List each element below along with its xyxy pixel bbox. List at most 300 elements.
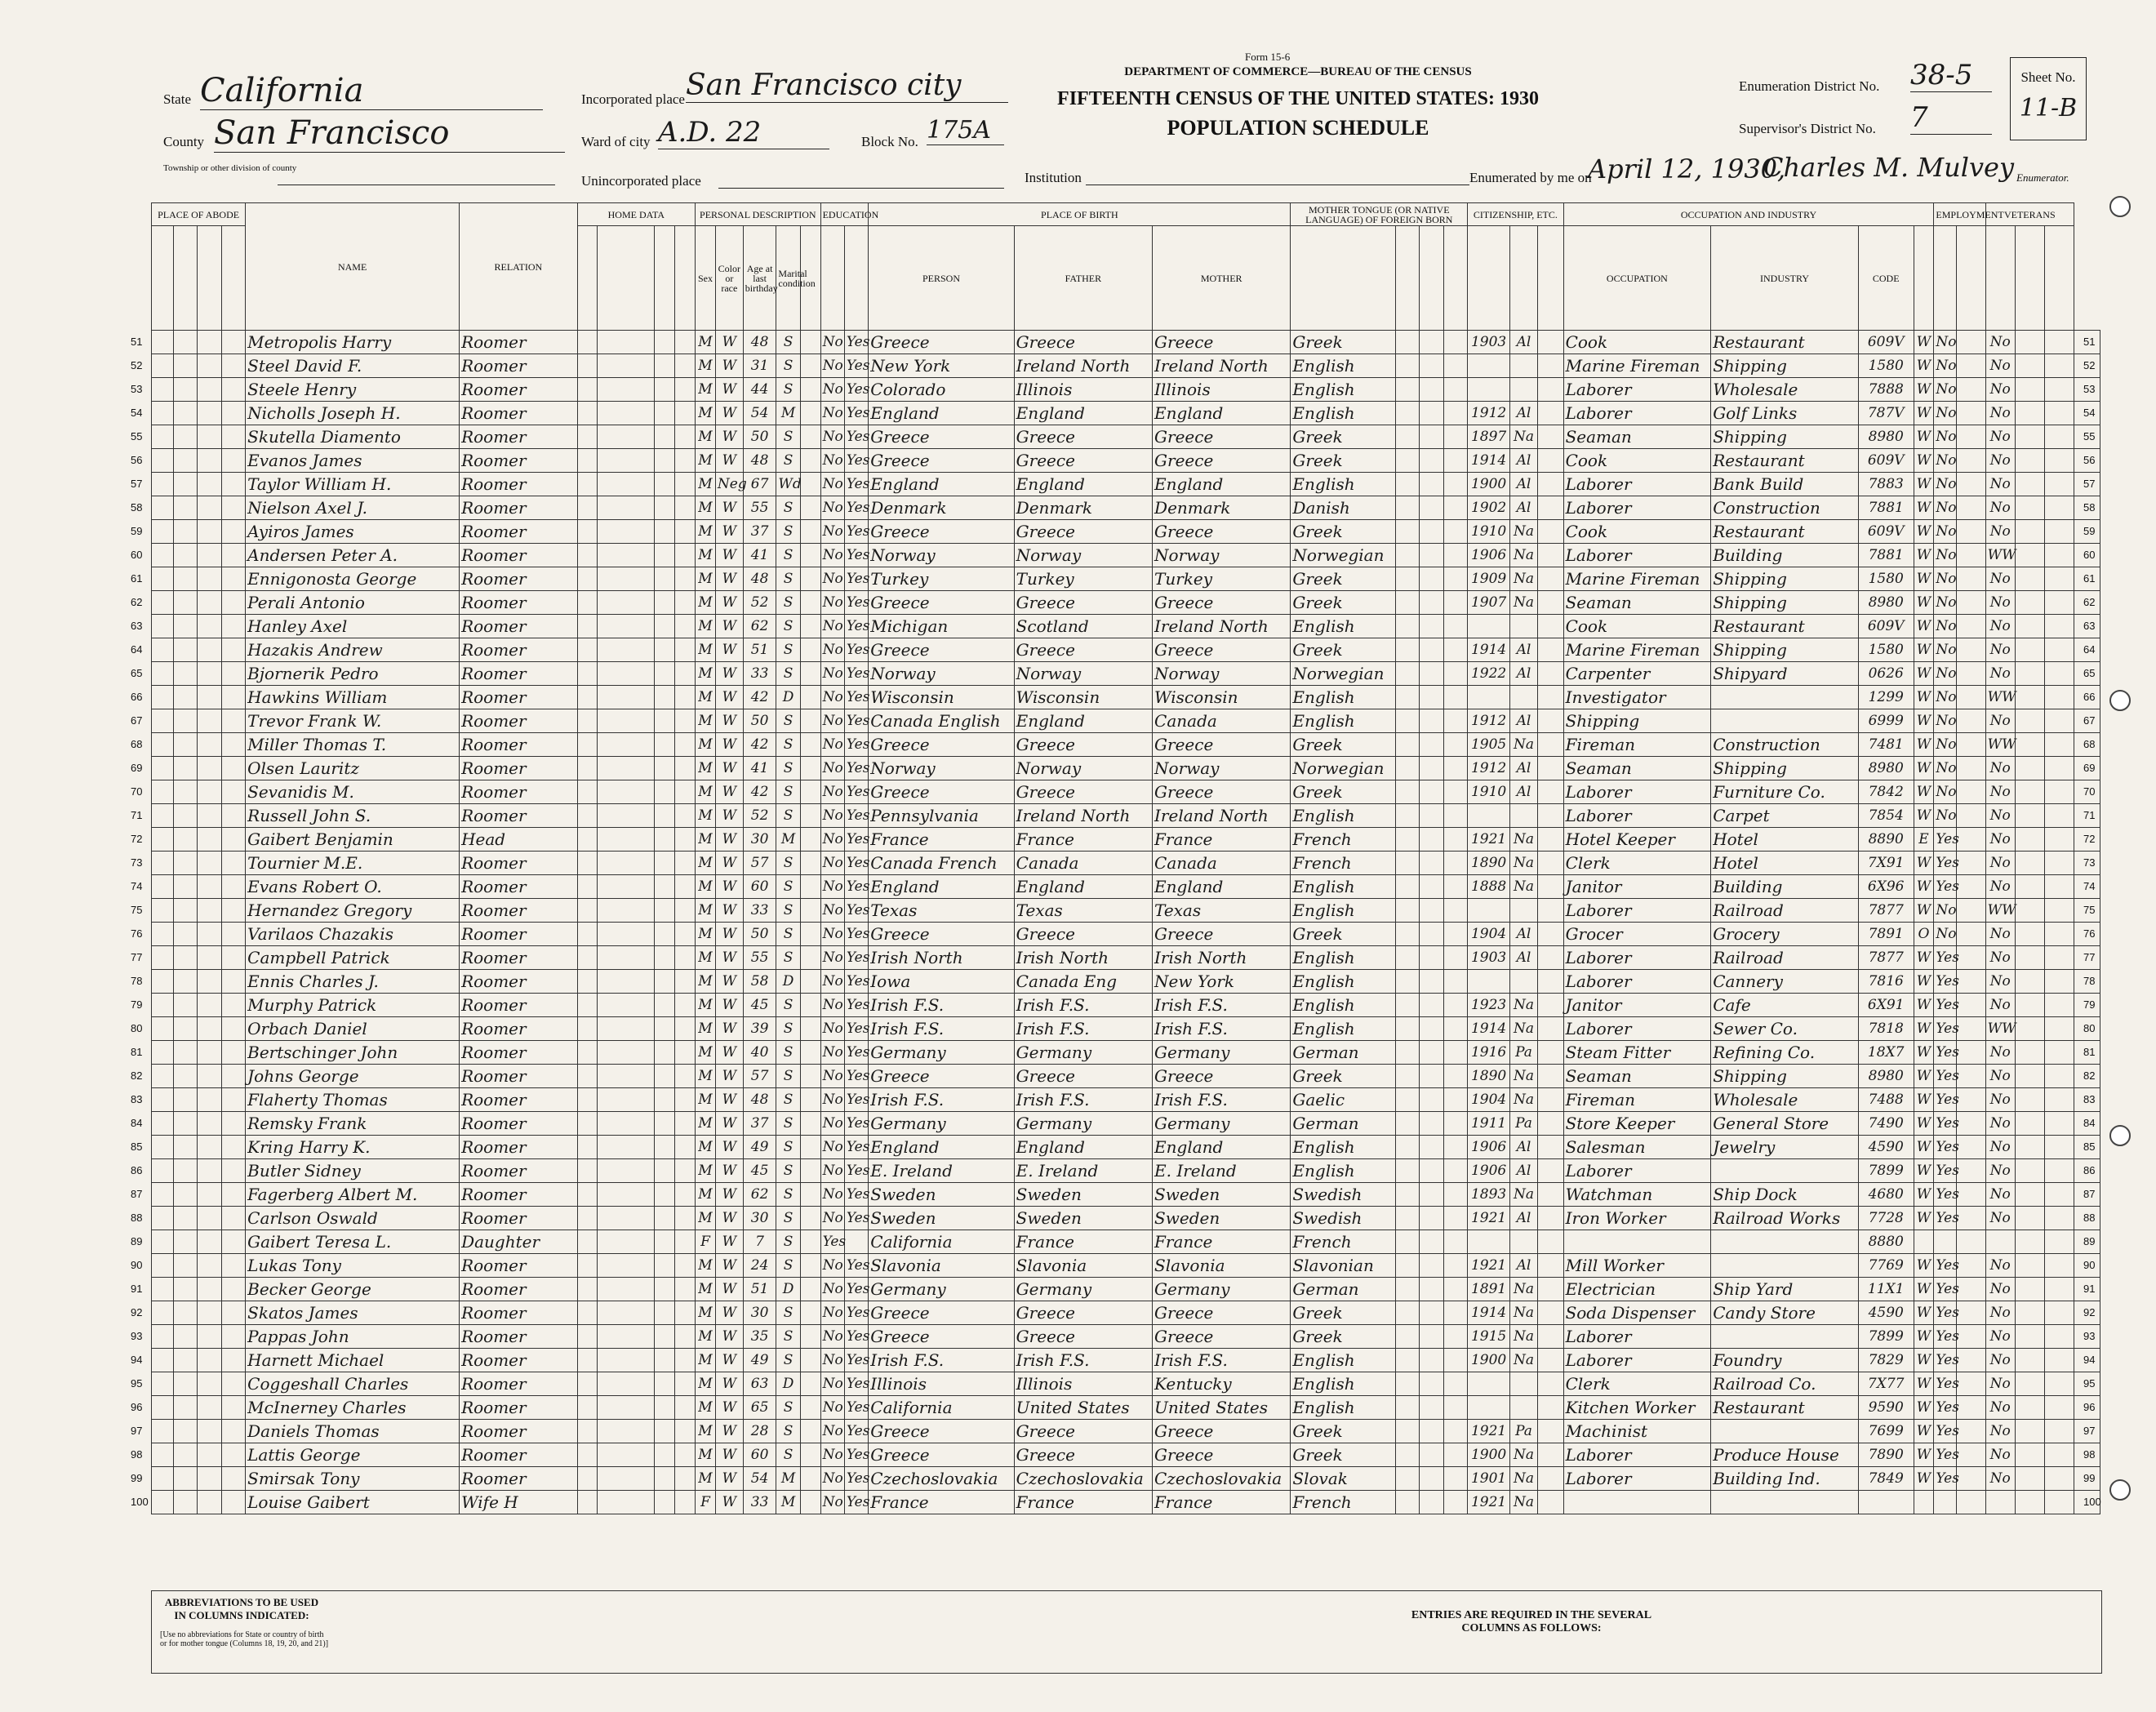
cell-sex: M xyxy=(696,946,716,970)
cell-read: Yes xyxy=(844,1183,868,1207)
row-number-left: 100 xyxy=(131,1496,149,1508)
cell-occ xyxy=(1563,1491,1711,1514)
cell-school: No xyxy=(820,662,844,686)
cell-empty xyxy=(598,544,655,567)
cell-mb: Irish F.S. xyxy=(1153,1088,1291,1112)
cell-name: Ayiros James xyxy=(246,520,460,544)
cell-pb: Greece xyxy=(869,1065,1014,1088)
cell-fb: England xyxy=(1014,473,1152,496)
cell-empty xyxy=(221,1372,245,1396)
cell-imm: 1903 xyxy=(1468,331,1510,354)
cell-ind: Railroad Co. xyxy=(1711,1372,1859,1396)
cell-empty xyxy=(1537,1396,1563,1420)
cell-w: W xyxy=(1914,567,1934,591)
cell-imm: 1922 xyxy=(1468,662,1510,686)
institution-label: Institution xyxy=(1025,170,1082,185)
cell-name: Nicholls Joseph H. xyxy=(246,402,460,425)
cell-empty xyxy=(198,1207,221,1230)
table-body xyxy=(152,331,2100,1514)
cell-empty xyxy=(1956,638,1985,662)
cell-empty xyxy=(1537,1325,1563,1349)
cell-empty xyxy=(1396,1183,1420,1207)
cell-school: No xyxy=(820,780,844,804)
cell-age: 45 xyxy=(743,994,776,1017)
cell-empty xyxy=(1956,804,1985,828)
cell-read: Yes xyxy=(844,496,868,520)
cell-empty xyxy=(2044,757,2074,780)
cell-empty xyxy=(1396,544,1420,567)
cell-empty xyxy=(577,1372,598,1396)
cell-occ: Cook xyxy=(1563,520,1711,544)
cell-occ: Laborer xyxy=(1563,899,1711,923)
cell-mar: S xyxy=(776,354,800,378)
cell-empty xyxy=(152,615,174,638)
cell-emp: No xyxy=(1934,331,1956,354)
cell-emp: No xyxy=(1934,591,1956,615)
row-number-right: 68 xyxy=(2083,738,2096,750)
cell-pb: Texas xyxy=(869,899,1014,923)
cell-age: 35 xyxy=(743,1325,776,1349)
cell-empty xyxy=(1537,662,1563,686)
cell-empty xyxy=(598,780,655,804)
row-number-left: 99 xyxy=(131,1472,143,1484)
cell-ind: Railroad xyxy=(1711,946,1859,970)
cell-vet: No xyxy=(1985,1396,2015,1420)
cell-empty xyxy=(1537,733,1563,757)
cell-empty xyxy=(800,946,820,970)
cell-empty xyxy=(1443,1112,1467,1136)
cell-mar: S xyxy=(776,425,800,449)
cell-empty xyxy=(2044,1065,2074,1088)
col-person: PERSON xyxy=(869,226,1014,331)
cell-race: W xyxy=(715,331,743,354)
cell-ind: Shipyard xyxy=(1711,662,1859,686)
cell-cit: Na xyxy=(1510,852,1538,875)
cell-pb: Greece xyxy=(869,733,1014,757)
cell-rel: Roomer xyxy=(460,1112,578,1136)
cell-empty xyxy=(174,1159,198,1183)
cell-empty xyxy=(1443,1491,1467,1514)
cell-empty xyxy=(1956,875,1985,899)
cell-race: W xyxy=(715,1136,743,1159)
cell-lang: English xyxy=(1291,1372,1396,1396)
cell-empty xyxy=(198,449,221,473)
cell-lang: English xyxy=(1291,402,1396,425)
cell-empty xyxy=(174,1183,198,1207)
cell-vet: No xyxy=(1985,1278,2015,1301)
cell-empty xyxy=(198,354,221,378)
row-number-right: 81 xyxy=(2083,1046,2096,1058)
cell-ind: Wholesale xyxy=(1711,378,1859,402)
supervisor-value: 7 xyxy=(1910,101,1992,135)
table-row xyxy=(152,946,2100,970)
cell-empty xyxy=(174,1017,198,1041)
cell-mar: S xyxy=(776,1112,800,1136)
cell-empty xyxy=(1420,828,1443,852)
cell-rel: Roomer xyxy=(460,1301,578,1325)
cell-empty xyxy=(152,473,174,496)
cell-empty xyxy=(598,852,655,875)
cell-empty xyxy=(174,1136,198,1159)
cell-empty xyxy=(2044,709,2074,733)
cell-empty xyxy=(1443,662,1467,686)
cell-rel: Roomer xyxy=(460,591,578,615)
cell-cit: Pa xyxy=(1510,1112,1538,1136)
cell-emp: No xyxy=(1934,686,1956,709)
cell-empty xyxy=(800,1065,820,1088)
cell-occ: Laborer xyxy=(1563,970,1711,994)
table-row xyxy=(152,686,2100,709)
cell-empty xyxy=(1443,567,1467,591)
cell-mar: D xyxy=(776,686,800,709)
cell-empty xyxy=(1420,1325,1443,1349)
cell-vet: No xyxy=(1985,970,2015,994)
cell-empty xyxy=(675,354,696,378)
cell-read: Yes xyxy=(844,1301,868,1325)
cell-sex: M xyxy=(696,733,716,757)
cell-school: No xyxy=(820,331,844,354)
cell-w: W xyxy=(1914,875,1934,899)
cell-w: W xyxy=(1914,733,1934,757)
cell-read: Yes xyxy=(844,354,868,378)
cell-occ: Janitor xyxy=(1563,875,1711,899)
cell-sex: M xyxy=(696,1041,716,1065)
cell-fb: Greece xyxy=(1014,449,1152,473)
cell-occ: Laborer xyxy=(1563,378,1711,402)
row-number-left: 53 xyxy=(131,383,143,395)
cell-empty xyxy=(221,425,245,449)
cell-empty xyxy=(221,1491,245,1514)
cell-lang: German xyxy=(1291,1278,1396,1301)
cell-empty xyxy=(655,615,675,638)
cell-code: 9590 xyxy=(1858,1396,1914,1420)
cell-fb: Irish F.S. xyxy=(1014,1017,1152,1041)
table-row xyxy=(152,733,2100,757)
cell-code: 7891 xyxy=(1858,923,1914,946)
cell-w: W xyxy=(1914,1278,1934,1301)
cell-sex: M xyxy=(696,615,716,638)
cell-empty xyxy=(675,1349,696,1372)
cell-empty xyxy=(675,1088,696,1112)
cell-cit xyxy=(1510,1372,1538,1396)
cell-mb: Ireland North xyxy=(1153,354,1291,378)
cell-pb: Turkey xyxy=(869,567,1014,591)
cell-fb: France xyxy=(1014,828,1152,852)
cell-empty xyxy=(1443,331,1467,354)
row-number-left: 78 xyxy=(131,975,143,987)
cell-sex: M xyxy=(696,1420,716,1443)
cell-fb: Greece xyxy=(1014,780,1152,804)
cell-empty xyxy=(577,686,598,709)
cell-empty xyxy=(675,425,696,449)
cell-empty xyxy=(655,1278,675,1301)
row-number-right: 95 xyxy=(2083,1377,2096,1390)
cell-empty xyxy=(1443,425,1467,449)
cell-sex: M xyxy=(696,1136,716,1159)
cell-code: 4590 xyxy=(1858,1301,1914,1325)
cell-age: 54 xyxy=(743,1467,776,1491)
cell-empty xyxy=(221,875,245,899)
cell-empty xyxy=(1537,1349,1563,1372)
row-number-right: 59 xyxy=(2083,525,2096,537)
cell-rel: Roomer xyxy=(460,1396,578,1420)
cell-empty xyxy=(655,662,675,686)
cell-empty xyxy=(655,1065,675,1088)
cell-empty xyxy=(675,496,696,520)
cell-empty xyxy=(1537,1065,1563,1088)
cell-vet: No xyxy=(1985,852,2015,875)
cell-empty xyxy=(2015,638,2044,662)
cell-empty xyxy=(1396,520,1420,544)
cell-sex: M xyxy=(696,852,716,875)
cell-empty xyxy=(1420,638,1443,662)
cell-pb: Greece xyxy=(869,780,1014,804)
cell-race: W xyxy=(715,1065,743,1088)
cell-empty xyxy=(1396,709,1420,733)
cell-imm: 1923 xyxy=(1468,994,1510,1017)
cell-empty xyxy=(577,638,598,662)
cell-mar: D xyxy=(776,1278,800,1301)
cell-empty xyxy=(598,331,655,354)
cell-race: W xyxy=(715,828,743,852)
cell-empty xyxy=(577,425,598,449)
cell-empty xyxy=(1537,1112,1563,1136)
cell-empty xyxy=(1956,378,1985,402)
cell-emp: No xyxy=(1934,899,1956,923)
cell-fb: Greece xyxy=(1014,331,1152,354)
cell-age: 41 xyxy=(743,757,776,780)
col-employment: EMPLOYMENT xyxy=(1934,203,1985,226)
cell-name: Russell John S. xyxy=(246,804,460,828)
cell-lang: Greek xyxy=(1291,1065,1396,1088)
table-row xyxy=(152,425,2100,449)
cell-mb: Greece xyxy=(1153,1443,1291,1467)
cell-empty xyxy=(1956,425,1985,449)
cell-occ: Laborer xyxy=(1563,804,1711,828)
cell-empty xyxy=(1396,591,1420,615)
cell-empty xyxy=(1956,449,1985,473)
cell-mar: S xyxy=(776,1443,800,1467)
row-number-right: 61 xyxy=(2083,572,2096,585)
cell-ind: Building Ind. xyxy=(1711,1467,1859,1491)
cell-cit xyxy=(1510,1396,1538,1420)
cell-sex: F xyxy=(696,1491,716,1514)
col-marital: Marital condition xyxy=(776,226,800,331)
cell-code: 6X91 xyxy=(1858,994,1914,1017)
cell-empty xyxy=(198,473,221,496)
cell-empty xyxy=(2015,520,2044,544)
cell-empty xyxy=(1396,1443,1420,1467)
cell-age: 57 xyxy=(743,852,776,875)
cell-lang: Norwegian xyxy=(1291,544,1396,567)
col-age: Age at last birthday xyxy=(743,226,776,331)
row-number-left: 63 xyxy=(131,620,143,632)
cell-empty xyxy=(1420,567,1443,591)
cell-vet: No xyxy=(1985,1207,2015,1230)
cell-empty xyxy=(174,1420,198,1443)
cell-ind: Shipping xyxy=(1711,591,1859,615)
cell-rel: Roomer xyxy=(460,852,578,875)
cell-empty xyxy=(2015,1159,2044,1183)
cell-lang: English xyxy=(1291,1136,1396,1159)
cell-occ: Cook xyxy=(1563,331,1711,354)
row-number-left: 91 xyxy=(131,1283,143,1295)
cell-empty xyxy=(2015,804,2044,828)
cell-imm: 1906 xyxy=(1468,544,1510,567)
cell-empty xyxy=(174,425,198,449)
cell-vet: No xyxy=(1985,994,2015,1017)
cell-cit: Na xyxy=(1510,875,1538,899)
cell-empty xyxy=(221,1349,245,1372)
cell-ind: Railroad Works xyxy=(1711,1207,1859,1230)
cell-w: W xyxy=(1914,1112,1934,1136)
cell-empty xyxy=(1956,1041,1985,1065)
cell-emp: Yes xyxy=(1934,1136,1956,1159)
cell-empty xyxy=(1396,496,1420,520)
cell-read: Yes xyxy=(844,780,868,804)
cell-empty xyxy=(598,757,655,780)
cell-empty xyxy=(598,662,655,686)
cell-empty xyxy=(1537,875,1563,899)
cell-empty xyxy=(1420,733,1443,757)
cell-empty xyxy=(577,378,598,402)
cell-ind: Jewelry xyxy=(1711,1136,1859,1159)
cell-imm: 1914 xyxy=(1468,638,1510,662)
cell-lang: English xyxy=(1291,1349,1396,1372)
cell-emp: Yes xyxy=(1934,1254,1956,1278)
cell-name: Olsen Lauritz xyxy=(246,757,460,780)
cell-imm xyxy=(1468,615,1510,638)
cell-empty xyxy=(198,1278,221,1301)
cell-empty xyxy=(2044,591,2074,615)
cell-empty xyxy=(655,520,675,544)
row-number-left: 54 xyxy=(131,407,143,419)
row-number-left: 73 xyxy=(131,856,143,869)
cell-empty xyxy=(655,780,675,804)
cell-empty xyxy=(577,1254,598,1278)
cell-rel: Daughter xyxy=(460,1230,578,1254)
cell-empty xyxy=(800,1301,820,1325)
cell-empty xyxy=(1537,1443,1563,1467)
cell-mb: Sweden xyxy=(1153,1183,1291,1207)
cell-empty xyxy=(198,662,221,686)
row-number-left: 64 xyxy=(131,643,143,656)
cell-sex: M xyxy=(696,970,716,994)
table-row xyxy=(152,1112,2100,1136)
cell-rel: Roomer xyxy=(460,1041,578,1065)
township-label: Township or other division of county xyxy=(163,163,297,173)
row-number-right: 54 xyxy=(2083,407,2096,419)
cell-age: 30 xyxy=(743,1301,776,1325)
cell-rel: Roomer xyxy=(460,709,578,733)
cell-empty xyxy=(2044,1136,2074,1159)
cell-empty xyxy=(221,567,245,591)
table-row xyxy=(152,1065,2100,1088)
cell-w: W xyxy=(1914,496,1934,520)
cell-age: 67 xyxy=(743,473,776,496)
cell-empty xyxy=(2044,615,2074,638)
cell-read: Yes xyxy=(844,1372,868,1396)
cell-empty xyxy=(675,994,696,1017)
cell-sex: M xyxy=(696,1443,716,1467)
cell-occ: Laborer xyxy=(1563,1159,1711,1183)
cell-empty xyxy=(675,402,696,425)
cell-vet: No xyxy=(1985,1183,2015,1207)
cell-empty xyxy=(1537,946,1563,970)
cell-empty xyxy=(1956,1207,1985,1230)
cell-empty xyxy=(655,378,675,402)
cell-empty xyxy=(1420,615,1443,638)
cell-empty xyxy=(1396,994,1420,1017)
cell-empty xyxy=(2044,544,2074,567)
cell-rel: Roomer xyxy=(460,970,578,994)
cell-rel: Roomer xyxy=(460,378,578,402)
cell-cit xyxy=(1510,804,1538,828)
cell-ind: Bank Build xyxy=(1711,473,1859,496)
cell-empty xyxy=(2044,686,2074,709)
cell-empty xyxy=(2015,1278,2044,1301)
cell-name: Lukas Tony xyxy=(246,1254,460,1278)
cell-empty xyxy=(2015,1254,2044,1278)
cell-empty xyxy=(1956,780,1985,804)
cell-empty xyxy=(1396,425,1420,449)
cell-race: W xyxy=(715,709,743,733)
cell-empty xyxy=(675,1065,696,1088)
cell-empty xyxy=(2044,733,2074,757)
cell-sex: M xyxy=(696,1301,716,1325)
cell-imm: 1904 xyxy=(1468,923,1510,946)
cell-empty xyxy=(598,1041,655,1065)
cell-empty xyxy=(675,899,696,923)
cell-school: No xyxy=(820,1349,844,1372)
cell-cit xyxy=(1510,899,1538,923)
cell-vet: WW xyxy=(1985,733,2015,757)
cell-empty xyxy=(1443,1183,1467,1207)
cell-empty xyxy=(598,1301,655,1325)
cell-empty xyxy=(1443,1017,1467,1041)
form-number: Form 15-6 xyxy=(1245,51,1291,63)
cell-empty xyxy=(1420,662,1443,686)
cell-school: No xyxy=(820,1207,844,1230)
table-row xyxy=(152,473,2100,496)
cell-cit: Al xyxy=(1510,331,1538,354)
cell-empty xyxy=(2015,1207,2044,1230)
cell-race: W xyxy=(715,875,743,899)
cell-empty xyxy=(675,1301,696,1325)
cell-mb: Illinois xyxy=(1153,378,1291,402)
cell-empty xyxy=(198,1301,221,1325)
cell-fb: Irish North xyxy=(1014,946,1152,970)
cell-fb: France xyxy=(1014,1491,1152,1514)
cell-read: Yes xyxy=(844,1443,868,1467)
cell-rel: Roomer xyxy=(460,1372,578,1396)
cell-w: W xyxy=(1914,780,1934,804)
cell-empty xyxy=(1537,1230,1563,1254)
cell-empty xyxy=(174,1467,198,1491)
cell-empty xyxy=(598,899,655,923)
cell-empty xyxy=(174,662,198,686)
cell-empty xyxy=(577,1136,598,1159)
cell-empty xyxy=(2015,828,2044,852)
cell-empty xyxy=(1396,1088,1420,1112)
cell-emp xyxy=(1934,1230,1956,1254)
township-line xyxy=(278,183,555,185)
cell-empty xyxy=(152,899,174,923)
cell-empty xyxy=(1956,567,1985,591)
cell-empty xyxy=(174,1325,198,1349)
cell-imm: 1921 xyxy=(1468,828,1510,852)
cell-empty xyxy=(221,1230,245,1254)
